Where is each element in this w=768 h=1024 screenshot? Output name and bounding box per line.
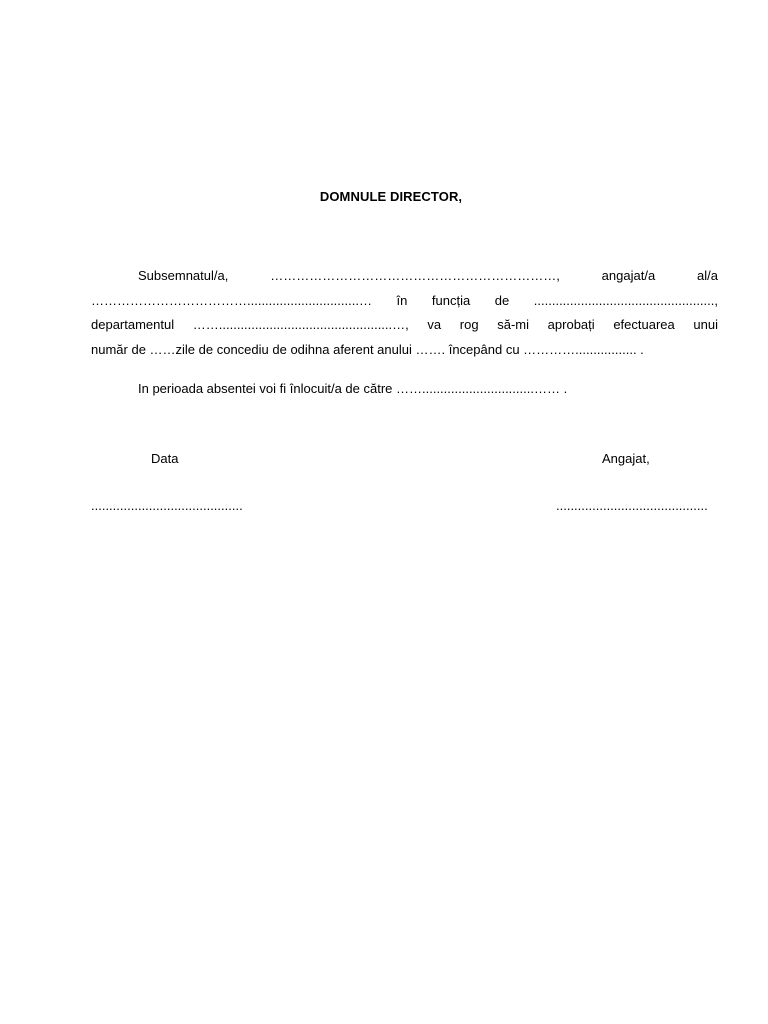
paragraph-line-1: Subsemnatul/a, …………………………………………………………, angajat/a al/a bbox=[138, 268, 718, 283]
document-title: DOMNULE DIRECTOR, bbox=[319, 189, 463, 204]
paragraph-line-4: număr de ……zile de concediu de odihna aferent anului ……. începând cu …………................. . bbox=[91, 341, 644, 357]
employee-label: Angajat, bbox=[602, 451, 650, 466]
paragraph-line-3: departamentul ……................................................…, va rog să-mi aprobați efectuarea unui bbox=[91, 317, 718, 332]
paragraph-line-2: ………………………………...............................… în funcția de .................................................., bbox=[91, 292, 718, 308]
date-label: Data bbox=[151, 451, 179, 466]
replacement-line: In perioada absentei voi fi înlocuit/a de către ……...............................…… . bbox=[138, 381, 568, 396]
request-paragraph bbox=[91, 264, 718, 362]
date-signature-line: .......................................... bbox=[91, 498, 243, 513]
employee-signature-line: .......................................... bbox=[556, 498, 708, 513]
